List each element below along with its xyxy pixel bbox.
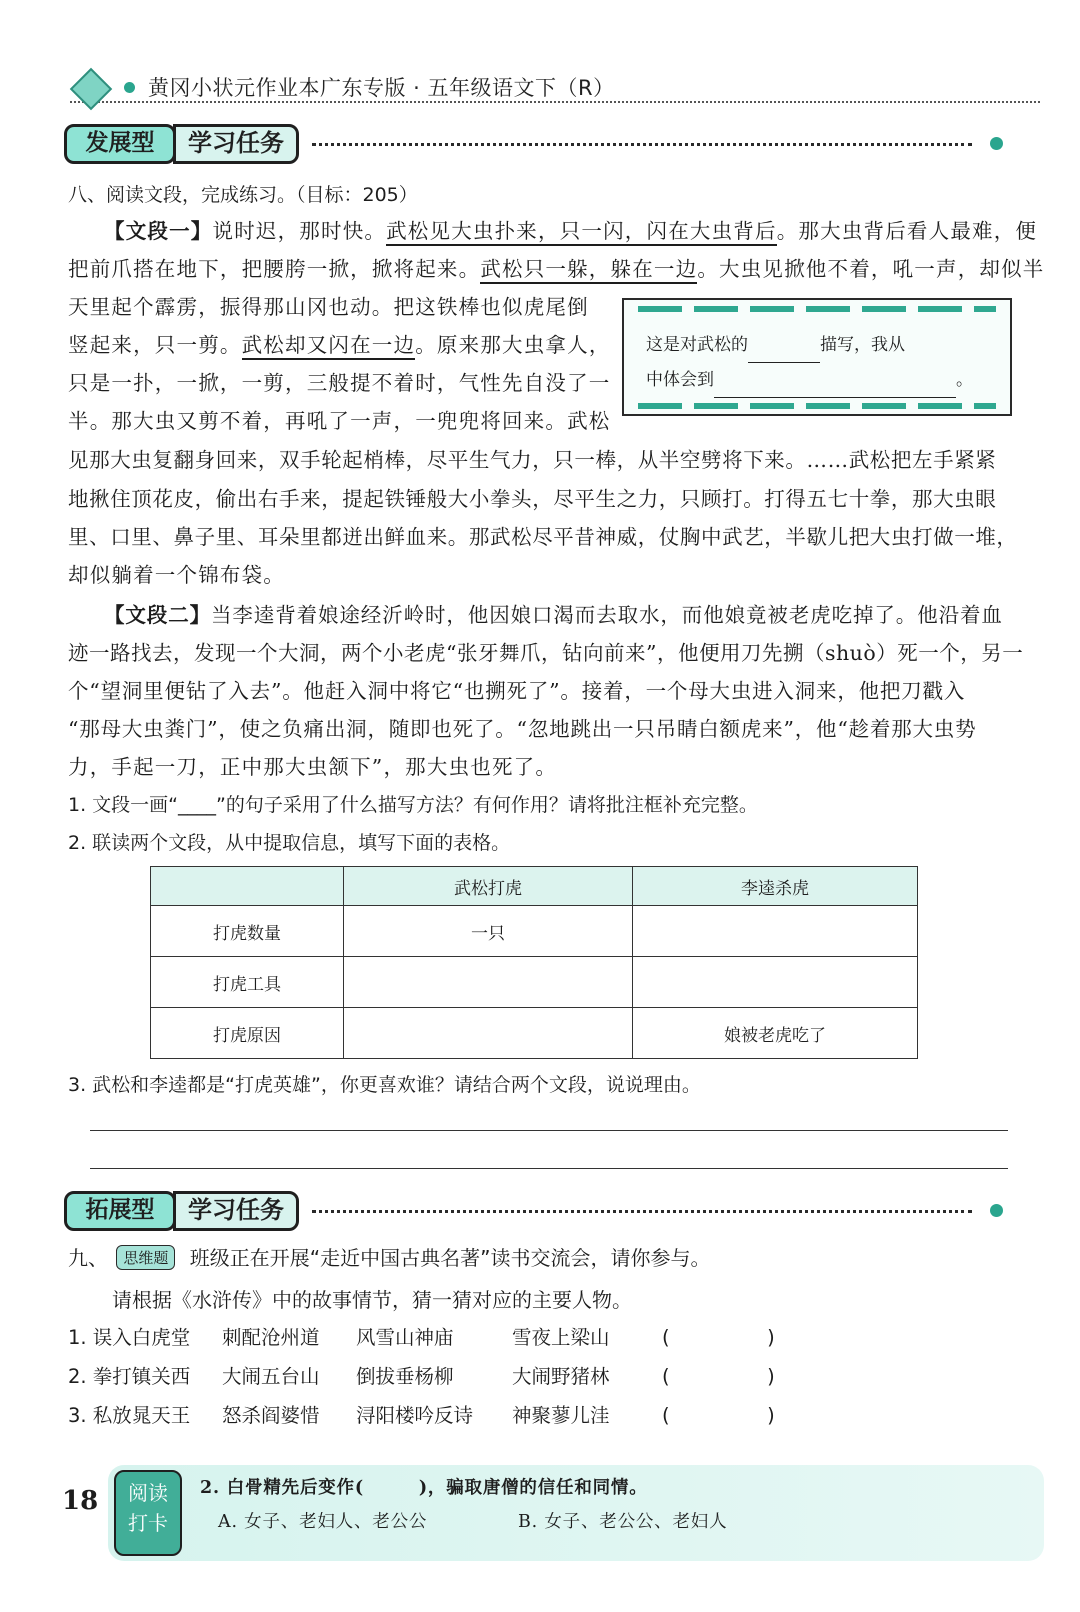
passage1-line8: 地揪住顶花皮，偷出右手来，提起铁锤般大小拳头，尽平生之力，只顾打。打得五七十拳，那大虫眼 [68,487,997,511]
option-a[interactable]: A. 女子、老妇人、老公公 [218,1512,428,1532]
list-item [0,1322,1080,1352]
header-dot-icon [124,82,135,93]
passage1-line6: 半。那大虫又剪不着，再吼了一声，一兜兜将回来。武松 [68,409,611,433]
passage2-line5: 力，手起一刀，正中那大虫颔下”，那大虫也死了。 [68,755,558,779]
text: 把前爪搭在地下，把腰胯一掀，掀将起来。 [68,257,481,281]
text: 描写，我从 [820,335,905,355]
passage2-line3: 个“望洞里便钻了入去”。他赶入洞中将它“也搠死了”。接着，一个母大虫进入洞来，他把刀戳入 [68,679,966,703]
section-tag-extend: 拓展型 [64,1191,176,1231]
passage2-label: 【文段二】 [104,603,211,627]
text: 说时迟，那时快。 [212,219,387,243]
info-table [150,866,918,1059]
table-row [151,957,918,1008]
answer-line-1[interactable] [90,1130,1008,1131]
subquestion-2: 2. 联读两个文段，从中提取信息，填写下面的表格。 [68,832,511,854]
section-dotted-rule [312,143,972,146]
passage1-label: 【文段一】 [104,219,213,243]
passage1-line2 [68,250,1045,288]
question-9-number: 九、 [68,1246,108,1270]
annotation-box [622,298,1012,416]
passage1-line10: 却似躺着一个锦布袋。 [68,563,285,587]
passage1-line9: 里、口里、鼻子里、耳朵里都迸出鲜血来。那武松尽平昔神威，仗胸中武艺，半歇儿把大虫打做一堆， [68,525,1018,549]
tab-line-1: 阅读 [128,1481,168,1505]
question-8-title: 八、阅读文段，完成练习。（目标：205） [68,184,418,206]
question-9-heading [68,1242,710,1271]
table-cell[interactable] [633,957,918,1008]
text: 中体会到 [646,370,714,390]
reading-checkin-tab [114,1470,182,1556]
table-cell[interactable]: 一只 [344,906,633,957]
annotation-bottom-border [638,403,996,409]
text: 。 [956,370,973,390]
underlined-sentence-1: 武松见大虫扑来，只一闪，闪在大虫背后 [386,219,777,246]
section-end-dot-icon [990,137,1003,150]
section-end-dot-icon [990,1204,1003,1217]
table-row [151,1008,918,1059]
table-cell[interactable] [633,906,918,957]
annotation-line-2 [624,363,1010,398]
list-item [0,1400,1080,1430]
answer-blank[interactable]: ( ) [662,1404,775,1427]
row-label: 打虎工具 [151,957,344,1008]
text: 这是对武松的 [646,335,748,355]
list-item [0,1361,1080,1391]
passage1-line3: 天里起个霹雳，振得那山冈也动。把这铁棒也似虎尾倒 [68,295,589,319]
answer-blank[interactable]: ( ) [662,1365,775,1388]
item-number: 1. 误入白虎堂 [68,1326,191,1349]
item-episode: 刺配沧州道 [222,1326,320,1349]
row-label: 打虎数量 [151,906,344,957]
text: 。大虫见掀他不着，吼一声，却似半 [697,257,1045,281]
underlined-sentence-2: 武松只一躲，躲在一边 [480,257,697,284]
table-cell[interactable]: 娘被老虎吃了 [633,1008,918,1059]
table-row [151,906,918,957]
item-number: 2. 拳打镇关西 [68,1365,191,1388]
table-cell[interactable] [344,957,633,1008]
answer-line-2[interactable] [90,1168,1008,1169]
option-b[interactable]: B. 女子、老公公、老妇人 [518,1512,728,1532]
table-header-row [151,867,918,906]
underlined-sentence-3: 武松却又闪在一边 [242,333,416,360]
answer-blank[interactable]: ( ) [662,1326,775,1349]
annotation-blank-2[interactable] [714,375,956,398]
item-episode: 大闹野猪林 [512,1365,610,1388]
book-title: 黄冈小状元作业本广东专版 · 五年级语文下（R） [148,76,615,100]
checkin-question: 2. 白骨精先后变作( )，骗取唐僧的信任和同情。 [200,1478,648,1498]
table-header-empty [151,867,344,906]
table-header-likui: 李逵杀虎 [633,867,918,906]
section-title-develop: 学习任务 [173,124,299,164]
annotation-line-1 [624,328,1010,363]
text: 。那大虫背后看人最难，便 [776,219,1038,243]
passage2-line1 [104,596,1003,634]
item-episode: 倒拔垂杨柳 [356,1365,454,1388]
header-diamond-icon [70,68,112,110]
subquestion-3: 3. 武松和李逵都是“打虎英雄”，你更喜欢谁？请结合两个文段，说说理由。 [68,1074,701,1096]
text: 。原来那大虫拿人， [415,333,611,357]
section-title-extend: 学习任务 [173,1191,299,1231]
item-episode: 风雪山神庙 [356,1326,454,1349]
item-number: 3. 私放晁天王 [68,1404,191,1427]
section-tag-develop: 发展型 [64,124,176,164]
item-episode: 雪夜上梁山 [512,1326,610,1349]
item-episode: 神聚蓼儿洼 [512,1404,610,1427]
subquestion-1: 1. 文段一画“____”的句子采用了什么描写方法？有何作用？请将批注框补充完整。 [68,794,758,816]
question-9-title: 班级正在开展“走近中国古典名著”读书交流会，请你参与。 [189,1246,711,1270]
annotation-blank-1[interactable] [748,340,820,363]
annotation-top-border [638,306,996,312]
passage2-line2: 迹一路找去，发现一个大洞，两个小老虎“张牙舞爪，钻向前来”，他便用刀先搠（shuò）死一个，另一 [68,641,1024,665]
passage2-line4: “那母大虫粪门”，使之负痛出洞，随即也死了。“忽地跳出一只吊睛白额虎来”，他“趁着那大虫势 [68,717,977,741]
text: 当李逵背着娘途经沂岭时，他因娘口渴而去取水，而他娘竟被老虎吃掉了。他沿着血 [211,603,1003,627]
table-cell[interactable] [344,1008,633,1059]
passage1-line4 [68,326,611,364]
question-9-intro: 请根据《水浒传》中的故事情节，猜一猜对应的主要人物。 [112,1288,632,1312]
passage1-line5: 只是一扑，一掀，一剪，三般提不着时，气性先自没了一 [68,371,611,395]
section-dotted-rule [312,1210,972,1213]
text: 竖起来，只一剪。 [68,333,242,357]
tab-line-2: 打卡 [128,1511,168,1535]
table-header-wusong: 武松打虎 [344,867,633,906]
thinking-badge: 思维题 [116,1245,175,1270]
passage1-line1 [104,212,1037,250]
item-episode: 大闹五台山 [222,1365,320,1388]
page-number: 18 [62,1486,99,1516]
item-episode: 浔阳楼吟反诗 [356,1404,474,1427]
row-label: 打虎原因 [151,1008,344,1059]
item-episode: 怒杀阎婆惜 [222,1404,320,1427]
passage1-line7: 见那大虫复翻身回来，双手轮起梢棒，尽平生气力，只一棒，从半空劈将下来。……武松把左手紧紧 [68,448,997,472]
